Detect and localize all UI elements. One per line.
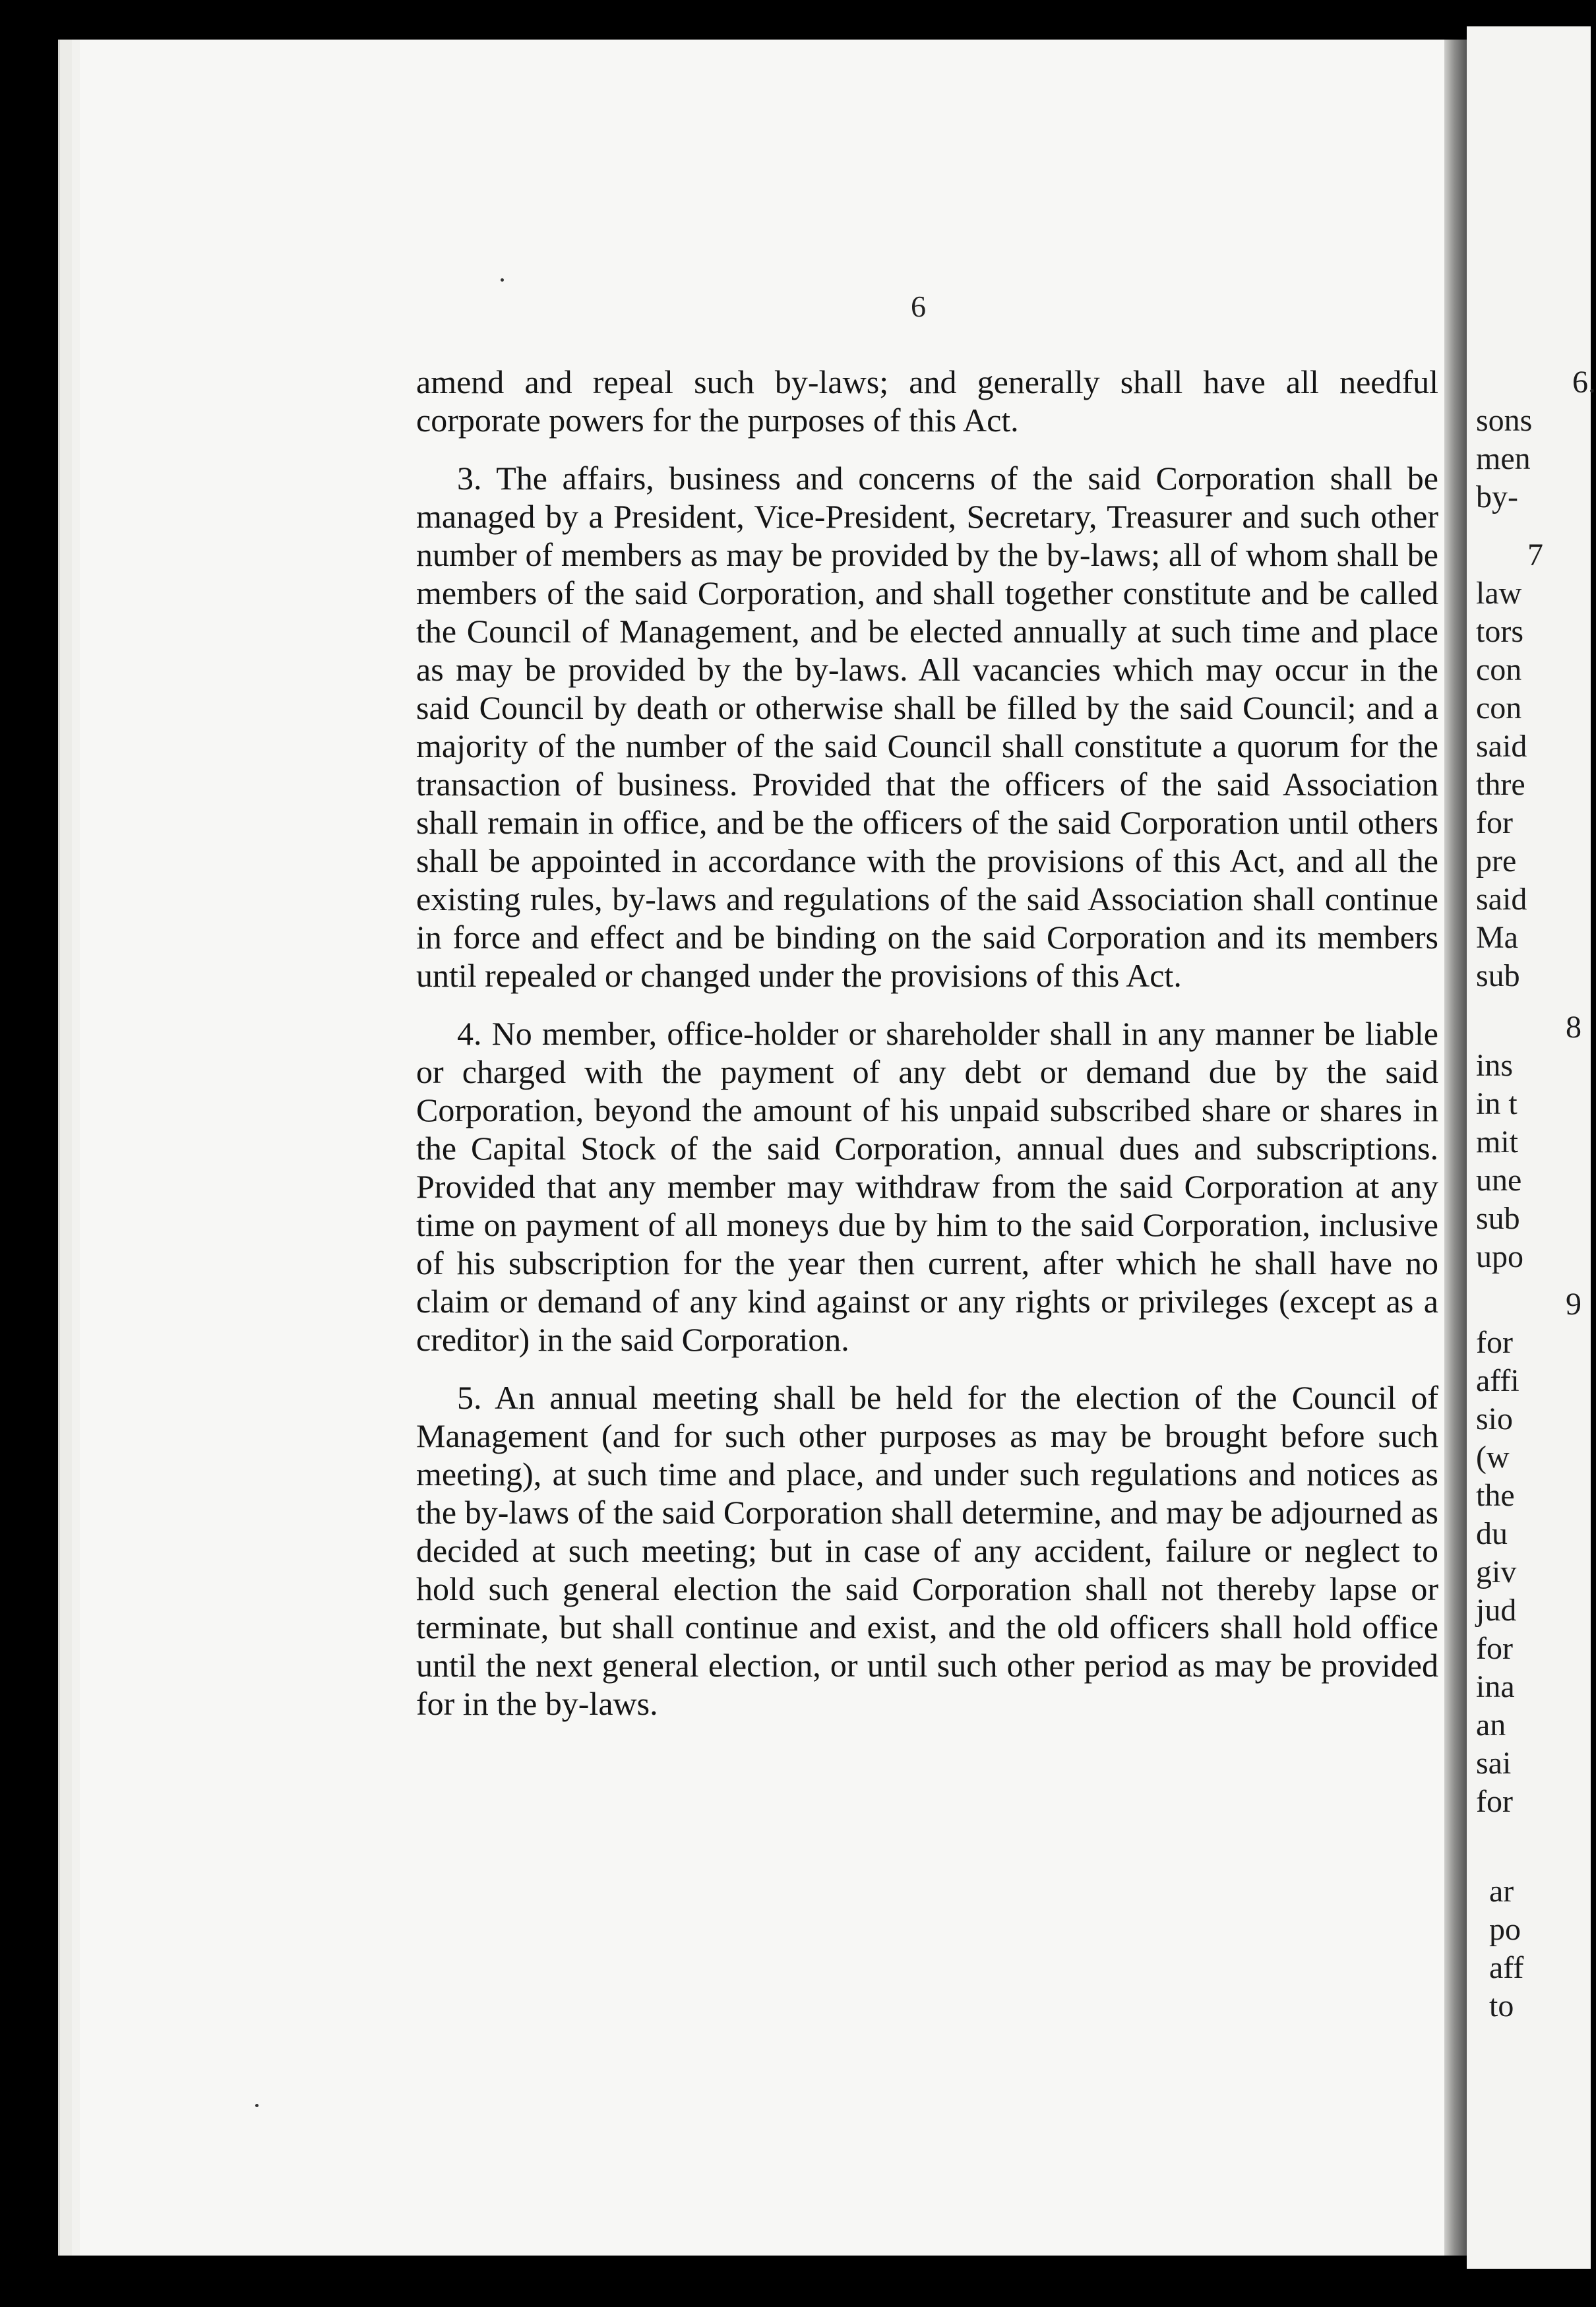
- facing-fragment: for: [1476, 1631, 1513, 1666]
- facing-fragment: 9: [1566, 1287, 1581, 1322]
- facing-fragment: aff: [1489, 1950, 1524, 1985]
- facing-fragment: men: [1476, 441, 1531, 476]
- paragraph-continuation: amend and repeal such by-laws; and generally shall have all needful corporate powers for the purposes of this Act.: [416, 363, 1438, 439]
- facing-fragment: pre: [1476, 844, 1517, 878]
- facing-fragment: tors: [1476, 614, 1523, 649]
- facing-fragment: in t: [1476, 1086, 1518, 1121]
- page-gutter-shadow: [1444, 40, 1467, 2256]
- facing-fragment: 7: [1527, 538, 1543, 572]
- facing-fragment: du: [1476, 1516, 1508, 1551]
- facing-fragment: ins: [1476, 1048, 1514, 1083]
- facing-fragment: by-: [1476, 479, 1518, 514]
- facing-fragment: to: [1489, 1988, 1514, 2023]
- facing-fragment: upo: [1476, 1239, 1523, 1274]
- facing-fragment: po: [1489, 1912, 1521, 1947]
- facing-fragment: law: [1476, 576, 1522, 611]
- facing-fragment: Ma: [1476, 920, 1518, 955]
- facing-fragment: the: [1476, 1478, 1515, 1513]
- facing-fragment: an: [1476, 1707, 1506, 1742]
- facing-fragment: une: [1476, 1163, 1522, 1198]
- paragraph-section-5: 5. An annual meeting shall be held for the election of the Council of Management (and for such other purposes as may be brought before such meeting), at such time and place, and under such regulations and notices as the by-laws of the said Corporation shall determine, and may be adjourned as decided at such meeting; but in case of any accident, failure or neglect to hold such general election the said Corporation shall not thereby lapse or terminate, but shall continue and exist, and the old officers shall hold office until the next general election, or until such other period as may be provided for in the by-laws.: [416, 1379, 1438, 1722]
- facing-fragment: giv: [1476, 1554, 1517, 1589]
- facing-fragment: sub: [1476, 958, 1520, 993]
- speck: [501, 278, 504, 282]
- speck: [255, 2104, 259, 2107]
- facing-fragment: sai: [1476, 1746, 1512, 1781]
- facing-fragment: jud: [1476, 1593, 1517, 1628]
- facing-fragment: thre: [1476, 767, 1525, 802]
- facing-fragment: sons: [1476, 403, 1533, 438]
- facing-fragment: affi: [1476, 1363, 1519, 1398]
- facing-fragment: for: [1476, 805, 1513, 840]
- page-number: 6: [911, 290, 926, 323]
- facing-fragment: for: [1476, 1325, 1513, 1360]
- facing-fragment: con: [1476, 691, 1522, 725]
- document-page: [58, 40, 1461, 2256]
- facing-fragment: sub: [1476, 1201, 1520, 1236]
- facing-fragment: said: [1476, 882, 1527, 917]
- facing-fragment: said: [1476, 729, 1527, 764]
- paragraph-section-4: 4. No member, office-holder or shareholder shall in any manner be liable or charged with the payment of any debt or demand due by the said Corporation, beyond the amount of his unpaid subscribed share or shares in the Capital Stock of the said Corporation, annual dues and subscriptions. Provided that any member may withdraw from the said Corporation at any time on payment of all moneys due by him to the said Corporation, inclusive of his subscription for the year then current, after which he shall have no claim or demand of any kind against or any rights or privileges (except as a creditor) in the said Corporation.: [416, 1015, 1438, 1358]
- facing-fragment: ar: [1489, 1874, 1514, 1909]
- facing-fragment: for: [1476, 1784, 1513, 1819]
- facing-fragment: 6.: [1572, 365, 1596, 400]
- document-body: [416, 363, 1438, 1742]
- facing-fragment: mit: [1476, 1124, 1519, 1159]
- facing-fragment: 8: [1566, 1010, 1581, 1045]
- facing-fragment: (w: [1476, 1440, 1510, 1475]
- facing-fragment: ina: [1476, 1669, 1515, 1704]
- facing-fragment: con: [1476, 652, 1522, 687]
- facing-fragment: sio: [1476, 1401, 1514, 1436]
- paragraph-section-3: 3. The affairs, business and concerns of the said Corporation shall be managed by a President, Vice-President, Secretary, Treasurer and such other number of members as may be provided by the by-laws; all of whom shall be members of the said Corporation, and shall together constitute and be called the Council of Management, and be elected annually at such time and place as may be provided by the by-laws. All vacancies which may occur in the said Council by death or otherwise shall be filled by the said Council; and a majority of the number of the said Council shall constitute a quorum for the transaction of business. Provided that the officers of the said Association shall remain in office, and be the officers of the said Corporation until others shall be appointed in accordance with the provisions of this Act, and all the existing rules, by-laws and regulations of the said Association shall continue in force and effect and be binding on the said Corporation and its members until repealed or changed under the provisions of this Act.: [416, 460, 1438, 994]
- facing-page: [1467, 26, 1596, 2269]
